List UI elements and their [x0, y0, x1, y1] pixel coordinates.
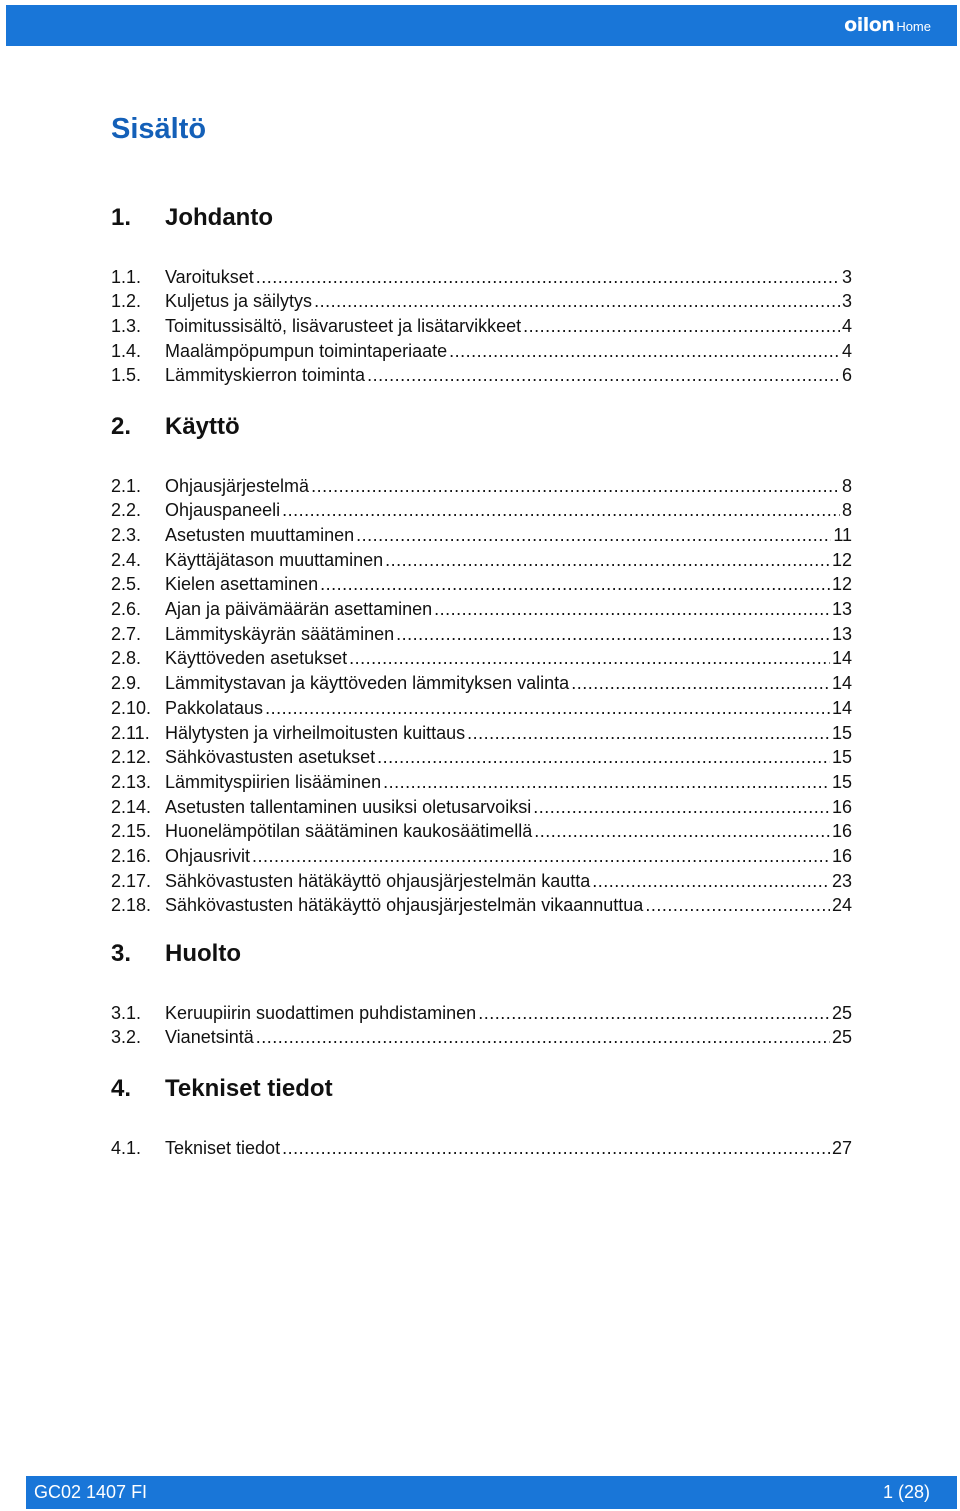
dot-leader: [314, 291, 840, 312]
toc-entry-number: 2.9.: [111, 673, 142, 694]
section-heading: [111, 203, 273, 233]
toc-entry-page: 16: [831, 796, 852, 817]
toc-entry-title: Lämmitystavan ja käyttöveden lämmityksen valinta: [165, 673, 570, 694]
toc-entry-number: 2.12.: [111, 747, 152, 768]
section-number: 4.: [111, 1075, 132, 1102]
toc-entry-title: Pakkolataus: [165, 697, 264, 718]
toc-entry[interactable]: [111, 548, 852, 572]
toc-entry[interactable]: [111, 746, 852, 770]
dot-leader: [523, 316, 840, 337]
toc-entry-number: 2.3.: [111, 524, 142, 545]
toc-entry-number: 2.6.: [111, 599, 142, 619]
toc-entry[interactable]: [111, 1136, 852, 1160]
dot-leader: [467, 723, 830, 744]
toc-entry-page: 8: [841, 475, 852, 496]
section-title: Johdanto: [165, 204, 273, 231]
toc-entry[interactable]: [111, 647, 852, 671]
toc-entry[interactable]: [111, 721, 852, 745]
toc-entry-title: Keruupiirin suodattimen puhdistaminen: [165, 1002, 477, 1023]
toc-entry-number: 2.2.: [111, 500, 142, 521]
toc-entry-number: 1.1.: [111, 266, 142, 287]
dot-leader: [383, 772, 830, 793]
toc-entry-number: 1.3.: [111, 315, 142, 336]
toc-entry-number: 2.17.: [111, 870, 152, 891]
toc-entry[interactable]: [111, 265, 852, 289]
toc-entry-page: 14: [831, 648, 852, 669]
toc-entry-number: 2.15.: [111, 821, 152, 842]
toc-entry[interactable]: [111, 845, 852, 869]
dot-leader: [256, 1027, 830, 1048]
toc-entry-page: 27: [831, 1137, 852, 1158]
toc-entry-number: 1.5.: [111, 365, 142, 386]
toc-entry[interactable]: [111, 622, 852, 646]
toc-entry-page: 24: [831, 895, 852, 916]
toc-entry-title: Ajan ja päivämäärän asettaminen: [165, 599, 433, 619]
toc-entry-page: 15: [831, 722, 852, 743]
toc-entry[interactable]: [111, 820, 852, 844]
toc-entry-number: 2.4.: [111, 549, 142, 570]
dot-leader: [256, 267, 840, 288]
toc-entry-page: 12: [831, 549, 852, 570]
dot-leader: [320, 574, 830, 595]
toc-entry-title: Maalämpöpumpun toimintaperiaate: [165, 340, 448, 361]
toc-entry-page: 23: [831, 870, 852, 891]
toc-entry-number: 2.10.: [111, 697, 152, 718]
toc-entry[interactable]: [111, 523, 852, 547]
toc-entry-page: 13: [831, 623, 852, 644]
toc-entry-page: 12: [831, 574, 852, 595]
toc-entry-title: Kuljetus ja säilytys: [165, 291, 313, 312]
toc-entry-title: Varoitukset: [165, 266, 254, 287]
toc-entry-title: Sähkövastusten asetukset: [165, 747, 376, 768]
toc-entry-title: Lämmityskierron toiminta: [165, 365, 366, 386]
dot-leader: [385, 550, 830, 571]
toc-entry[interactable]: [111, 474, 852, 498]
toc-entry[interactable]: [111, 598, 852, 622]
logo-brand: oilon: [844, 14, 895, 36]
dot-leader: [645, 895, 830, 916]
toc-entry-title: Sähkövastusten hätäkäyttö ohjausjärjestelmän vikaannuttua: [165, 895, 644, 916]
dot-leader: [311, 476, 840, 497]
dot-leader: [571, 673, 830, 694]
dot-leader: [377, 747, 830, 768]
dot-leader: [478, 1003, 830, 1024]
toc-entry-title: Ohjauspaneeli: [165, 500, 281, 521]
toc-entry-page: 8: [841, 500, 852, 521]
toc-entry-number: 3.2.: [111, 1027, 142, 1048]
section-title: Tekniset tiedot: [165, 1075, 333, 1102]
section-heading: [111, 939, 241, 969]
toc-entry-number: 2.7.: [111, 623, 142, 644]
toc-entry[interactable]: [111, 499, 852, 523]
toc-entry-title: Lämmityspiirien lisääminen: [165, 771, 382, 792]
toc-entry-title: Vianetsintä: [165, 1027, 254, 1048]
toc-entry[interactable]: [111, 894, 852, 918]
dot-leader: [252, 846, 830, 867]
toc-entry-title: Käyttöveden asetukset: [165, 648, 348, 669]
dot-leader: [282, 1138, 830, 1159]
dot-leader: [449, 341, 840, 362]
toc-entry[interactable]: [111, 573, 852, 597]
toc-entry-page: 4: [841, 340, 852, 361]
toc-entry[interactable]: [111, 1001, 852, 1025]
section-number: 1.: [111, 204, 132, 231]
toc-entry-page: 16: [831, 821, 852, 842]
toc-entry-page: 15: [831, 747, 852, 768]
toc-entry[interactable]: [111, 1026, 852, 1050]
toc-entry-title: Lämmityskäyrän säätäminen: [165, 623, 395, 644]
section-number: 3.: [111, 940, 132, 967]
section-title: Käyttö: [165, 413, 240, 440]
page-indicator: 1 (28): [882, 1482, 930, 1502]
toc-entry-number: 1.4.: [111, 340, 142, 361]
toc-entry-page: 11: [833, 524, 852, 545]
dot-leader: [367, 365, 840, 386]
toc-entry[interactable]: [111, 795, 852, 819]
toc-entry[interactable]: [111, 696, 852, 720]
toc-entry[interactable]: [111, 770, 852, 794]
toc-entry-title: Asetusten tallentaminen uusiksi oletusarvoiksi: [165, 796, 532, 817]
toc-entry-title: Hälytysten ja virheilmoitusten kuittaus: [165, 722, 466, 743]
toc-entry-title: Huonelämpötilan säätäminen kaukosäätimellä: [165, 821, 533, 842]
toc-entry-number: 4.1.: [111, 1137, 142, 1158]
toc-entry-page: 25: [831, 1027, 852, 1048]
toc-entry-number: 2.14.: [111, 796, 152, 817]
toc-entry-title: Käyttäjätason muuttaminen: [165, 549, 384, 570]
toc-entry-page: 3: [841, 266, 852, 287]
section-heading: [111, 1074, 333, 1104]
toc-entry-number: 2.1.: [111, 475, 142, 496]
toc-entry-title: Toimitussisältö, lisävarusteet ja lisätarvikkeet: [165, 315, 522, 336]
dot-leader: [282, 500, 840, 521]
dot-leader: [356, 525, 831, 546]
toc-entry-page: 14: [831, 673, 852, 694]
section-title: Huolto: [165, 940, 241, 967]
toc-entry-page: 25: [831, 1002, 852, 1023]
toc-entry-page: 3: [841, 291, 852, 312]
toc-entry[interactable]: [111, 364, 852, 388]
dot-leader: [396, 624, 830, 645]
dot-leader: [534, 821, 830, 842]
toc-entry-number: 3.1.: [111, 1002, 142, 1023]
toc-entry-page: 13: [831, 599, 852, 619]
section-number: 2.: [111, 413, 132, 440]
toc-entry-number: 2.16.: [111, 846, 152, 866]
toc-entry-number: 2.13.: [111, 771, 152, 792]
dot-leader: [434, 599, 830, 620]
toc-entry-number: 2.18.: [111, 895, 152, 916]
toc-entry[interactable]: [111, 869, 852, 893]
toc-entry-page: 6: [841, 365, 852, 386]
toc-entry-title: Ohjausrivit: [165, 846, 251, 866]
toc-entry-page: 15: [831, 771, 852, 792]
toc-entry-number: 2.8.: [111, 648, 142, 669]
section-heading: [111, 412, 240, 442]
toc-entry-number: 2.11.: [111, 722, 150, 743]
footer-bar: [26, 1476, 957, 1509]
page-title: Sisältö: [111, 113, 207, 145]
dot-leader: [265, 698, 830, 719]
toc-entry[interactable]: [111, 290, 852, 314]
dot-leader: [349, 648, 830, 669]
toc-entry-title: Asetusten muuttaminen: [165, 524, 355, 545]
toc-entry-number: 1.2.: [111, 291, 142, 312]
toc-entry[interactable]: [111, 339, 852, 363]
toc-entry-title: Ohjausjärjestelmä: [165, 475, 310, 496]
dot-leader: [533, 797, 830, 818]
toc-entry-title: Tekniset tiedot: [165, 1137, 281, 1158]
toc-entry-page: 14: [831, 697, 852, 718]
toc-entry[interactable]: [111, 314, 852, 338]
toc-entry-page: 16: [831, 846, 852, 866]
dot-leader: [592, 871, 830, 892]
toc-entry-title: Sähkövastusten hätäkäyttö ohjausjärjestelmän kautta: [165, 870, 591, 891]
toc-entry[interactable]: [111, 672, 852, 696]
toc-entry-number: 2.5.: [111, 574, 142, 595]
toc-entry-title: Kielen asettaminen: [165, 574, 319, 595]
toc-entry-page: 4: [841, 315, 852, 336]
document-code: GC02 1407 FI: [34, 1482, 148, 1502]
logo-sub: Home: [896, 19, 931, 34]
